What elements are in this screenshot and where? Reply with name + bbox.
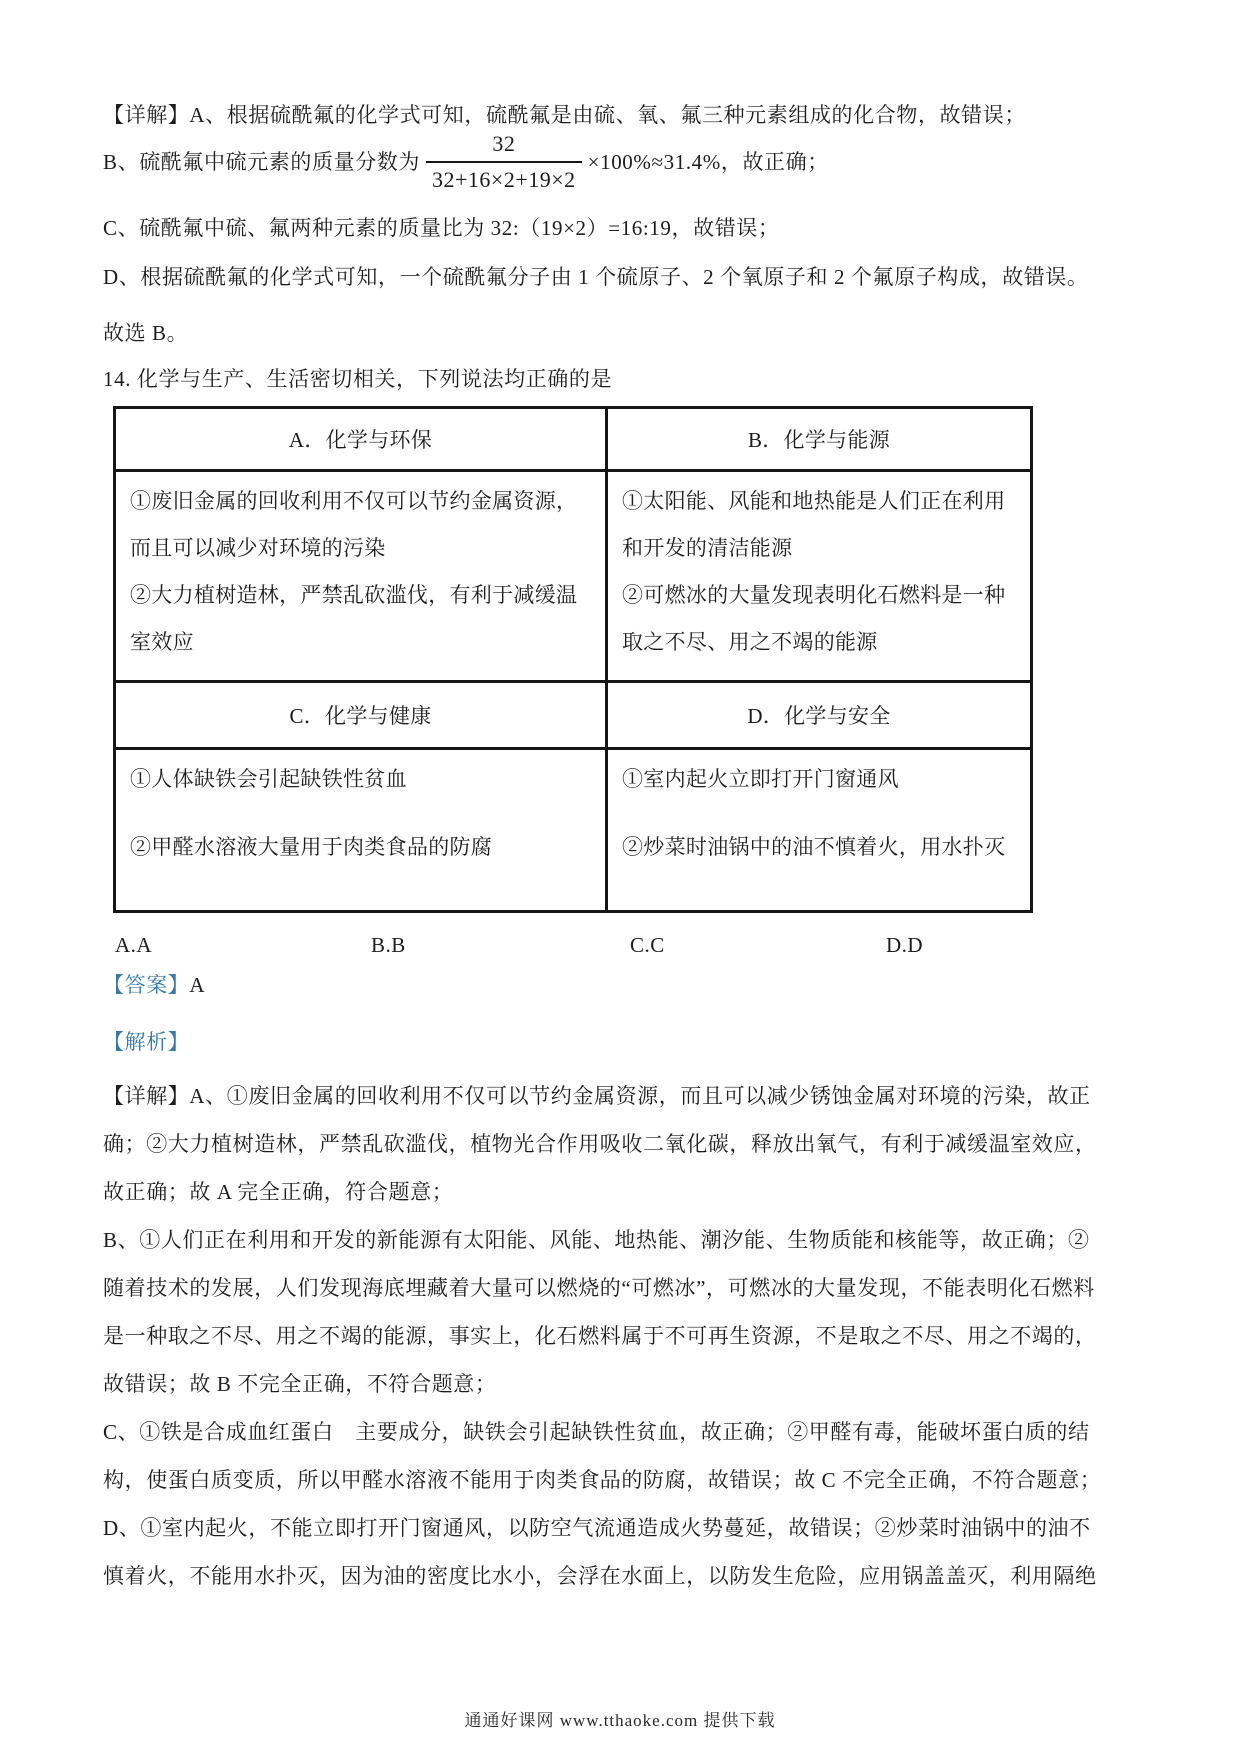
detail-line: 【详解】A、①废旧金属的回收利用不仅可以节约金属资源，而且可以减少锈蚀金属对环境的污染，故正 [103, 1084, 1091, 1108]
cell-d-item-1: ①室内起火立即打开门窗通风 [622, 767, 899, 791]
option-a: A.A [115, 933, 153, 957]
q13-explain-line-c: C、硫酰氟中硫、氟两种元素的质量比为 32:（19×2）=16:19，故错误； [103, 216, 780, 240]
table-cell-d [607, 749, 1032, 912]
table-header-b: B．化学与能源 [607, 408, 1032, 471]
cell-a-item-1: ①废旧金属的回收利用不仅可以节约金属资源，而且可以减少对环境的污染 [130, 489, 578, 560]
q13-explain-line-b [103, 125, 1163, 199]
q14-options-table [113, 406, 1033, 913]
q13-explain-line-d: D、根据硫酰氟的化学式可知，一个硫酰氟分子由 1 个硫原子、2 个氧原子和 2 个氟原子构成，故错误。 [103, 265, 1089, 289]
table-cell-a [115, 471, 607, 682]
fraction-numerator: 32 [492, 131, 516, 156]
option-b: B.B [371, 933, 406, 957]
table-data-row-ab [115, 471, 1032, 682]
detail-line: D、①室内起火，不能立即打开门窗通风，以防空气流通造成火势蔓延，故错误；②炒菜时油锅中的油不 [103, 1516, 1091, 1540]
analysis-label: 【解析】 [103, 1030, 190, 1054]
cell-b-item-2: ②可燃冰的大量发现表明化石燃料是一种取之不尽、用之不竭的能源 [622, 583, 1006, 654]
detail-line: 故错误；故 B 不完全正确，不符合题意； [103, 1372, 497, 1396]
detail-line: 故正确；故 A 完全正确，符合题意； [103, 1180, 454, 1204]
detail-line: B、①人们正在利用和开发的新能源有太阳能、风能、地热能、潮汐能、生物质能和核能等，故正确；② [103, 1228, 1090, 1252]
table-cell-c [115, 749, 607, 912]
cell-a-item-2: ②大力植树造林，严禁乱砍滥伐，有利于减缓温室效应 [130, 583, 578, 654]
answer-value: A [189, 973, 206, 997]
mass-fraction-formula [426, 130, 582, 194]
q14-stem: 14. 化学与生产、生活密切相关，下列说法均正确的是 [103, 367, 613, 391]
fraction-denominator: 32+16×2+19×2 [426, 161, 582, 194]
page-footer: 通通好课网 www.tthaoke.com 提供下载 [464, 1711, 776, 1730]
cell-d-item-2: ②炒菜时油锅中的油不慎着火，用水扑灭 [622, 835, 1006, 859]
detail-line: 确；②大力植树造林，严禁乱砍滥伐，植物光合作用吸收二氧化碳，释放出氧气，有利于减缓温室效应， [103, 1132, 1097, 1156]
detail-line: 是一种取之不尽、用之不竭的能源，事实上，化石燃料属于不可再生资源，不是取之不尽、用之不竭的， [103, 1324, 1097, 1348]
q13-conclusion: 故选 B。 [103, 321, 189, 345]
table-data-row-cd [115, 749, 1032, 912]
option-d: D.D [886, 933, 924, 957]
detail-line: 构，使蛋白质变质，所以甲醛水溶液不能用于肉类食品的防腐，故错误；故 C 不完全正确，不符合题意； [103, 1468, 1102, 1492]
detail-line: 慎着火，不能用水扑灭，因为油的密度比水小，会浮在水面上，以防发生危险，应用锅盖盖灭，利用隔绝 [103, 1564, 1097, 1588]
cell-b-item-1: ①太阳能、风能和地热能是人们正在利用和开发的清洁能源 [622, 489, 1006, 560]
table-header-row-cd [115, 682, 1032, 749]
answer-line [103, 970, 1163, 1000]
q13-explain-line-a: 【详解】A、根据硫酰氟的化学式可知，硫酰氟是由硫、氧、氟三种元素组成的化合物，故错误； [103, 103, 1026, 127]
fraction-prefix-text: B、硫酰氟中硫元素的质量分数为 [103, 150, 421, 174]
fraction-suffix-text: ×100%≈31.4%，故正确； [587, 150, 829, 174]
cell-c-item-1: ①人体缺铁会引起缺铁性贫血 [130, 767, 407, 791]
table-header-row-ab [115, 408, 1032, 471]
q14-detail-explanation [103, 1072, 1163, 1600]
detail-line: C、①铁是合成血红蛋白 主要成分，缺铁会引起缺铁性贫血，故正确；②甲醛有毒，能破坏蛋白质的结 [103, 1420, 1090, 1444]
option-c: C.C [630, 933, 665, 957]
detail-line: 随着技术的发展，人们发现海底埋藏着大量可以燃烧的“可燃冰”，可燃冰的大量发现，不能表明化石燃料 [103, 1276, 1095, 1300]
table-header-d: D．化学与安全 [607, 682, 1032, 749]
answer-label: 【答案】 [103, 973, 190, 997]
table-header-a: A．化学与环保 [115, 408, 607, 471]
analysis-label-line [103, 1027, 1163, 1057]
table-header-c: C．化学与健康 [115, 682, 607, 749]
table-cell-b [607, 471, 1032, 682]
cell-c-item-2: ②甲醛水溶液大量用于肉类食品的防腐 [130, 835, 493, 859]
